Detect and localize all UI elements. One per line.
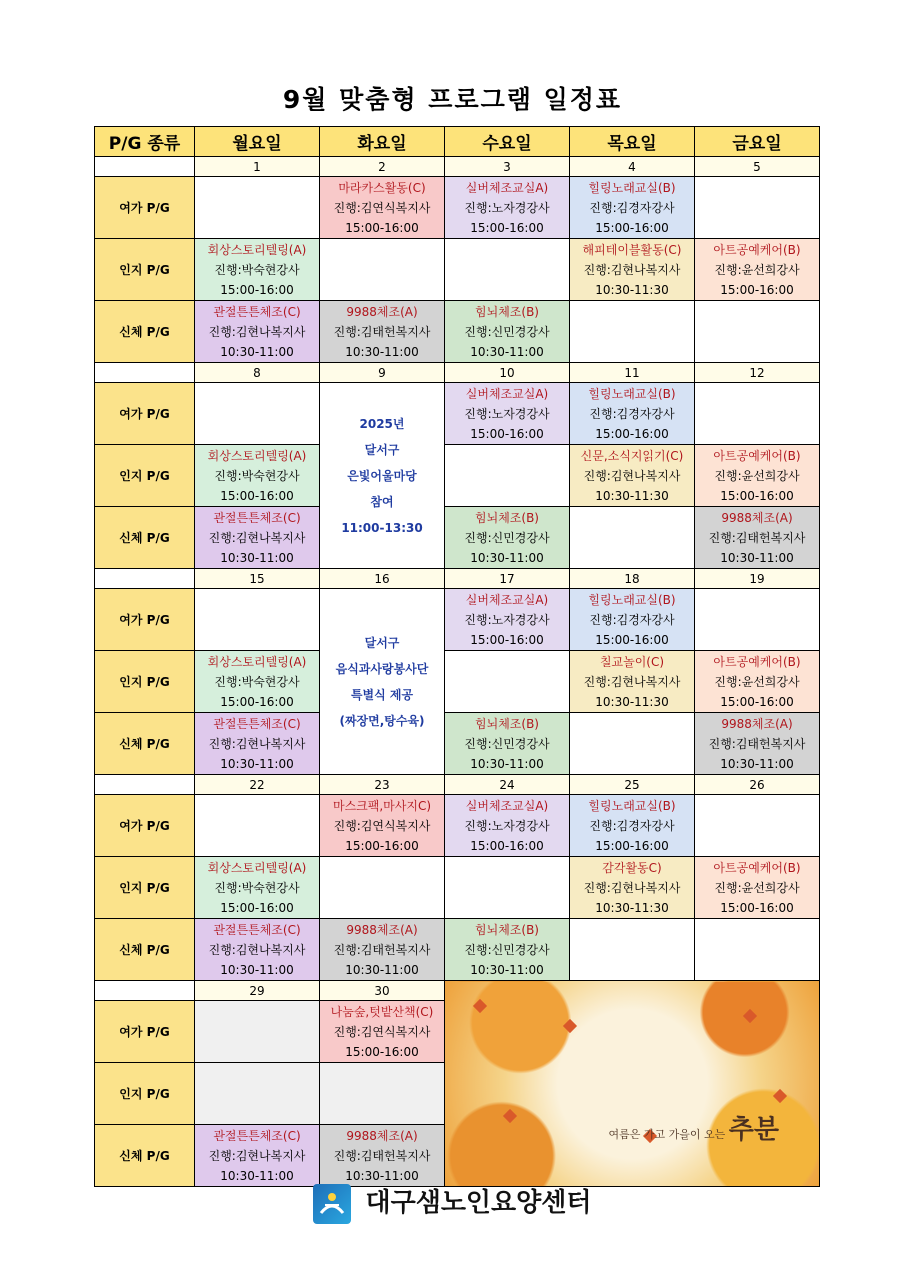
program-leader: 진행:김태헌복지사	[333, 942, 431, 957]
empty-cell	[570, 713, 695, 775]
program-cell	[570, 177, 695, 239]
program-name: 칠교놀이(C)	[599, 654, 665, 669]
date-cell: 9	[320, 363, 445, 383]
date-cell: 25	[570, 775, 695, 795]
program-name: 감각활동C)	[602, 860, 662, 875]
empty-cell	[695, 383, 820, 445]
program-time: 10:30-11:00	[470, 962, 544, 977]
program-row	[95, 651, 820, 713]
program-name: 실버체조교실A)	[465, 592, 549, 607]
program-cell	[320, 301, 445, 363]
program-leader: 진행:김연식복지사	[333, 1024, 431, 1039]
leaf-icon	[563, 1019, 577, 1033]
autumn-caption	[609, 1109, 779, 1146]
program-cell	[445, 507, 570, 569]
program-cell	[445, 795, 570, 857]
program-name: 마라카스활동(C)	[338, 180, 426, 195]
program-name: 관절튼튼체조(C)	[213, 922, 301, 937]
program-name: 관절튼튼체조(C)	[213, 510, 301, 525]
header-thursday: 목요일	[570, 127, 695, 157]
program-name: 힘뇌체조(B)	[475, 510, 539, 525]
event-line: 특별식 제공	[350, 687, 414, 702]
program-leader: 진행:김현나복지사	[583, 880, 681, 895]
caption-small: 여름은 가고 가을이 오는	[608, 1128, 726, 1141]
program-time: 10:30-11:00	[720, 756, 794, 771]
program-row	[95, 857, 820, 919]
program-name: 해피테이블활동(C)	[582, 242, 682, 257]
program-cell	[320, 177, 445, 239]
program-leader: 진행:김경자강사	[589, 612, 675, 627]
program-cell	[695, 857, 820, 919]
date-cell: 19	[695, 569, 820, 589]
program-time: 15:00-16:00	[720, 900, 794, 915]
caption-big: 추분	[728, 1115, 779, 1145]
program-time: 10:30-11:00	[470, 756, 544, 771]
program-row	[95, 795, 820, 857]
program-name: 9988체조(A)	[346, 922, 418, 937]
program-leader: 진행:신민경강사	[464, 736, 550, 751]
program-time: 10:30-11:30	[595, 900, 669, 915]
leaf-icon	[503, 1109, 517, 1123]
row-label: 인지 P/G	[95, 1063, 195, 1125]
program-leader: 진행:윤선희강사	[714, 674, 800, 689]
date-cell: 3	[445, 157, 570, 177]
program-time: 15:00-16:00	[220, 900, 294, 915]
event-line: 달서구	[364, 442, 400, 457]
program-name: 힘뇌체조(B)	[475, 922, 539, 937]
program-name: 관절튼튼체조(C)	[213, 304, 301, 319]
event-line: (짜장면,탕수육)	[339, 713, 425, 728]
program-cell	[195, 713, 320, 775]
row-label: 인지 P/G	[95, 651, 195, 713]
program-leader: 진행:김현나복지사	[583, 262, 681, 277]
date-cell-blank	[95, 569, 195, 589]
program-name: 아트공예케어(B)	[713, 242, 801, 257]
program-time: 15:00-16:00	[720, 694, 794, 709]
row-label: 여가 P/G	[95, 1001, 195, 1063]
page-title: 9월 맞춤형 프로그램 일정표	[282, 85, 623, 114]
program-leader: 진행:김경자강사	[589, 818, 675, 833]
empty-cell	[695, 301, 820, 363]
program-cell	[320, 919, 445, 981]
program-cell	[695, 713, 820, 775]
program-time: 15:00-16:00	[470, 426, 544, 441]
program-row	[95, 301, 820, 363]
empty-cell	[445, 445, 570, 507]
program-leader: 진행:김태헌복지사	[708, 530, 806, 545]
program-cell	[195, 651, 320, 713]
header-pg-type: P/G 종류	[95, 127, 195, 157]
program-cell	[445, 713, 570, 775]
program-time: 15:00-16:00	[345, 220, 419, 235]
program-leader: 진행:김연식복지사	[333, 818, 431, 833]
header-wednesday: 수요일	[445, 127, 570, 157]
date-row	[95, 157, 820, 177]
date-cell: 30	[320, 981, 445, 1001]
row-label: 신체 P/G	[95, 301, 195, 363]
program-cell	[320, 1001, 445, 1063]
program-name: 9988체조(A)	[721, 716, 793, 731]
program-name: 아트공예케어(B)	[713, 448, 801, 463]
program-leader: 진행:노자경강사	[464, 612, 550, 627]
empty-cell	[320, 239, 445, 301]
program-row	[95, 919, 820, 981]
program-time: 10:30-11:00	[345, 344, 419, 359]
program-name: 회상스토리텔링(A)	[207, 860, 307, 875]
program-row	[95, 239, 820, 301]
empty-cell	[195, 1063, 320, 1125]
program-time: 10:30-11:30	[595, 694, 669, 709]
row-label: 신체 P/G	[95, 713, 195, 775]
program-leader: 진행:박숙현강사	[214, 468, 300, 483]
program-row	[95, 507, 820, 569]
leaf-icon	[743, 1009, 757, 1023]
program-name: 신문,소식지읽기(C)	[580, 448, 684, 463]
date-cell: 16	[320, 569, 445, 589]
program-cell	[570, 239, 695, 301]
date-cell-blank	[95, 981, 195, 1001]
program-name: 관절튼튼체조(C)	[213, 1128, 301, 1143]
program-name: 아트공예케어(B)	[713, 860, 801, 875]
program-row	[95, 177, 820, 239]
program-time: 10:30-11:00	[470, 550, 544, 565]
date-row	[95, 775, 820, 795]
leaf-icon	[773, 1089, 787, 1103]
program-name: 9988체조(A)	[346, 304, 418, 319]
program-row	[95, 713, 820, 775]
event-line: 11:00-13:30	[341, 520, 423, 535]
date-cell: 2	[320, 157, 445, 177]
program-cell	[445, 177, 570, 239]
empty-cell	[195, 177, 320, 239]
program-name: 9988체조(A)	[346, 1128, 418, 1143]
program-name: 마스크팩,마사지C)	[332, 798, 432, 813]
program-leader: 진행:김현나복지사	[208, 736, 306, 751]
program-cell	[570, 795, 695, 857]
date-cell: 23	[320, 775, 445, 795]
program-row	[95, 383, 820, 445]
empty-cell	[695, 177, 820, 239]
date-cell: 12	[695, 363, 820, 383]
date-cell-blank	[95, 775, 195, 795]
empty-cell	[195, 795, 320, 857]
program-leader: 진행:김현나복지사	[583, 674, 681, 689]
program-time: 15:00-16:00	[595, 632, 669, 647]
program-leader: 진행:김현나복지사	[208, 942, 306, 957]
empty-cell	[570, 919, 695, 981]
program-cell	[195, 445, 320, 507]
date-cell: 4	[570, 157, 695, 177]
program-time: 10:30-11:00	[220, 962, 294, 977]
program-leader: 진행:신민경강사	[464, 942, 550, 957]
program-cell	[320, 1125, 445, 1187]
schedule-table	[94, 126, 820, 1187]
empty-cell	[445, 239, 570, 301]
empty-cell	[195, 383, 320, 445]
program-name: 힐링노래교실(B)	[588, 386, 676, 401]
empty-cell	[195, 589, 320, 651]
row-label: 여가 P/G	[95, 795, 195, 857]
program-leader: 진행:노자경강사	[464, 200, 550, 215]
date-cell: 29	[195, 981, 320, 1001]
program-leader: 진행:김경자강사	[589, 200, 675, 215]
leaf-icon	[473, 999, 487, 1013]
program-name: 관절튼튼체조(C)	[213, 716, 301, 731]
program-leader: 진행:박숙현강사	[214, 674, 300, 689]
program-leader: 진행:윤선희강사	[714, 468, 800, 483]
row-label: 신체 P/G	[95, 507, 195, 569]
row-label: 신체 P/G	[95, 919, 195, 981]
program-name: 힐링노래교실(B)	[588, 592, 676, 607]
date-cell: 18	[570, 569, 695, 589]
program-leader: 진행:김현나복지사	[583, 468, 681, 483]
date-cell: 1	[195, 157, 320, 177]
program-leader: 진행:노자경강사	[464, 818, 550, 833]
empty-cell	[320, 857, 445, 919]
event-line: 음식과사랑봉사단	[335, 661, 429, 676]
program-time: 15:00-16:00	[220, 694, 294, 709]
empty-cell	[695, 795, 820, 857]
row-label: 신체 P/G	[95, 1125, 195, 1187]
program-name: 힐링노래교실(B)	[588, 180, 676, 195]
program-time: 10:30-11:00	[470, 344, 544, 359]
program-time: 15:00-16:00	[220, 488, 294, 503]
date-cell: 5	[695, 157, 820, 177]
program-leader: 진행:박숙현강사	[214, 880, 300, 895]
program-cell	[570, 445, 695, 507]
program-leader: 진행:김현나복지사	[208, 530, 306, 545]
footer	[0, 1182, 905, 1224]
program-row	[95, 589, 820, 651]
empty-cell	[695, 919, 820, 981]
program-leader: 진행:김현나복지사	[208, 1148, 306, 1163]
program-cell	[445, 301, 570, 363]
date-cell: 10	[445, 363, 570, 383]
program-name: 나눔숲,텃밭산책(C)	[330, 1004, 434, 1019]
program-cell	[695, 239, 820, 301]
center-name: 대구샘노인요양센터	[365, 1188, 592, 1218]
program-leader: 진행:박숙현강사	[214, 262, 300, 277]
row-label: 여가 P/G	[95, 177, 195, 239]
date-cell: 17	[445, 569, 570, 589]
header-row	[95, 127, 820, 157]
program-cell	[195, 919, 320, 981]
event-line: 참여	[370, 494, 394, 509]
event-line: 달서구	[364, 635, 400, 650]
program-cell	[445, 589, 570, 651]
program-cell	[695, 507, 820, 569]
program-name: 9988체조(A)	[721, 510, 793, 525]
program-time: 10:30-11:00	[220, 344, 294, 359]
header-tuesday: 화요일	[320, 127, 445, 157]
program-name: 회상스토리텔링(A)	[207, 654, 307, 669]
program-row	[95, 445, 820, 507]
date-row	[95, 569, 820, 589]
program-cell	[195, 857, 320, 919]
special-event-cell	[320, 383, 445, 569]
program-leader: 진행:김현나복지사	[208, 324, 306, 339]
program-cell	[445, 383, 570, 445]
program-cell	[195, 1125, 320, 1187]
row-label: 여가 P/G	[95, 589, 195, 651]
program-leader: 진행:윤선희강사	[714, 880, 800, 895]
program-name: 아트공예케어(B)	[713, 654, 801, 669]
program-name: 실버체조교실A)	[465, 798, 549, 813]
program-name: 회상스토리텔링(A)	[207, 448, 307, 463]
program-leader: 진행:김태헌복지사	[333, 1148, 431, 1163]
program-time: 15:00-16:00	[720, 282, 794, 297]
program-leader: 진행:노자경강사	[464, 406, 550, 421]
program-leader: 진행:윤선희강사	[714, 262, 800, 277]
program-cell	[695, 445, 820, 507]
date-cell: 11	[570, 363, 695, 383]
program-name: 실버체조교실A)	[465, 386, 549, 401]
center-logo-icon	[313, 1184, 351, 1224]
empty-cell	[445, 651, 570, 713]
program-time: 10:30-11:30	[595, 488, 669, 503]
program-name: 실버체조교실A)	[465, 180, 549, 195]
program-cell	[570, 651, 695, 713]
row-label: 인지 P/G	[95, 857, 195, 919]
header-monday: 월요일	[195, 127, 320, 157]
empty-cell	[195, 1001, 320, 1063]
autumn-picture	[445, 981, 820, 1187]
date-cell: 22	[195, 775, 320, 795]
program-time: 10:30-11:30	[595, 282, 669, 297]
program-name: 회상스토리텔링(A)	[207, 242, 307, 257]
program-time: 15:00-16:00	[345, 838, 419, 853]
date-cell: 15	[195, 569, 320, 589]
program-cell	[695, 651, 820, 713]
program-name: 힐링노래교실(B)	[588, 798, 676, 813]
program-time: 15:00-16:00	[345, 1044, 419, 1059]
empty-cell	[570, 301, 695, 363]
special-event-cell	[320, 589, 445, 775]
program-leader: 진행:신민경강사	[464, 530, 550, 545]
program-cell	[570, 857, 695, 919]
program-time: 10:30-11:00	[220, 550, 294, 565]
row-label: 인지 P/G	[95, 239, 195, 301]
program-time: 15:00-16:00	[470, 632, 544, 647]
empty-cell	[445, 857, 570, 919]
program-time: 15:00-16:00	[595, 838, 669, 853]
date-cell: 24	[445, 775, 570, 795]
program-cell	[570, 383, 695, 445]
date-cell-blank	[95, 363, 195, 383]
program-time: 15:00-16:00	[595, 220, 669, 235]
program-cell	[320, 795, 445, 857]
date-row	[95, 981, 820, 1001]
date-row	[95, 363, 820, 383]
program-cell	[195, 301, 320, 363]
row-label: 인지 P/G	[95, 445, 195, 507]
program-time: 15:00-16:00	[595, 426, 669, 441]
event-line: 은빛어울마당	[347, 468, 417, 483]
program-leader: 진행:김연식복지사	[333, 200, 431, 215]
program-cell	[445, 919, 570, 981]
program-time: 15:00-16:00	[470, 220, 544, 235]
header-friday: 금요일	[695, 127, 820, 157]
date-cell: 8	[195, 363, 320, 383]
empty-cell	[570, 507, 695, 569]
date-cell-blank	[95, 157, 195, 177]
program-name: 힘뇌체조(B)	[475, 716, 539, 731]
program-name: 힘뇌체조(B)	[475, 304, 539, 319]
program-leader: 진행:김태헌복지사	[708, 736, 806, 751]
program-leader: 진행:김경자강사	[589, 406, 675, 421]
program-time: 10:30-11:00	[345, 1168, 419, 1183]
program-cell	[195, 239, 320, 301]
program-leader: 진행:신민경강사	[464, 324, 550, 339]
date-cell: 26	[695, 775, 820, 795]
program-time: 15:00-16:00	[720, 488, 794, 503]
row-label: 여가 P/G	[95, 383, 195, 445]
program-time: 15:00-16:00	[470, 838, 544, 853]
event-line: 2025년	[359, 416, 405, 431]
program-time: 10:30-11:00	[720, 550, 794, 565]
empty-cell	[320, 1063, 445, 1125]
program-leader: 진행:김태헌복지사	[333, 324, 431, 339]
program-time: 15:00-16:00	[220, 282, 294, 297]
empty-cell	[695, 589, 820, 651]
program-time: 10:30-11:00	[345, 962, 419, 977]
program-time: 10:30-11:00	[220, 1168, 294, 1183]
program-cell	[195, 507, 320, 569]
program-time: 10:30-11:00	[220, 756, 294, 771]
program-cell	[570, 589, 695, 651]
